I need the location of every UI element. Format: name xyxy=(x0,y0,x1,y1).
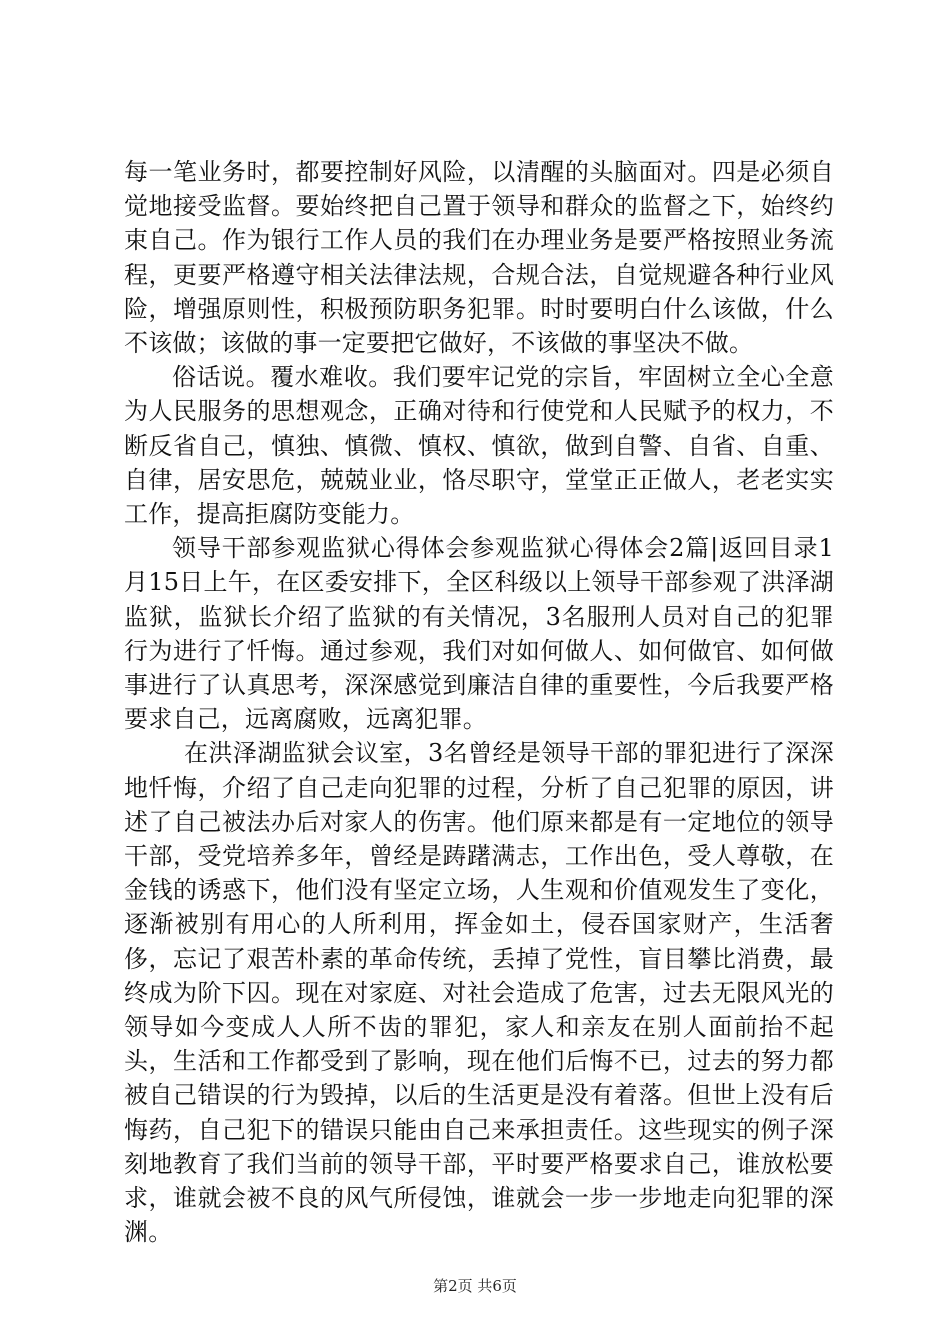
page-number-footer: 第2页 共6页 xyxy=(433,1277,517,1295)
paragraph-prison-visit: 领导干部参观监狱心得体会参观监狱心得体会2篇|返回目录1月15日上午，在区委安排下，全区科级以上领导干部参观了洪泽湖监狱，监狱长介绍了监狱的有关情况，3名服刑人员对自己的犯罪行为进行了忏悔。通过参观，我们对如何做人、如何做官、如何做事进行了认真思考，深深感觉到廉洁自律的重要性，今后我要严格要求自己，远离腐败，远离犯罪。 xyxy=(124,534,834,734)
paragraph-confession: 在洪泽湖监狱会议室，3名曾经是领导干部的罪犯进行了深深地忏悔，介绍了自己走向犯罪的过程，分析了自己犯罪的原因，讲述了自己被法办后对家人的伤害。他们原来都是有一定地位的领导干部，受党培养多年，曾经是踌躇满志，工作出色，受人尊敬，在金钱的诱惑下，他们没有坚定立场，人生观和价值观发生了变化，逐渐被别有用心的人所利用，挥金如土，侵吞国家财产，生活奢侈，忘记了艰苦朴素的革命传统，丢掉了党性，盲目攀比消费，最终成为阶下囚。现在对家庭、对社会造成了危害，过去无限风光的领导如今变成人人所不齿的罪犯，家人和亲友在别人面前抬不起头，生活和工作都受到了影响，现在他们后悔不已，过去的努力都被自己错误的行为毁掉，以后的生活更是没有着落。但世上没有后悔药，自己犯下的错误只能由自己来承担责任。这些现实的例子深刻地教育了我们当前的领导干部，平时要严格要求自己，谁放松要求，谁就会被不良的风气所侵蚀，谁就会一步一步地走向犯罪的深渊。 xyxy=(124,739,834,1247)
paragraph-continuation: 每一笔业务时，都要控制好风险，以清醒的头脑面对。四是必须自觉地接受监督。要始终把自己置于领导和群众的监督之下，始终约束自己。作为银行工作人员的我们在办理业务是要严格按照业务流程，更要严格遵守相关法律法规，合规合法，自觉规避各种行业风险，增强原则性，积极预防职务犯罪。时时要明白什么该做，什么不该做；该做的事一定要把它做好，不该做的事坚决不做。 xyxy=(124,158,834,358)
document-body xyxy=(124,155,834,1250)
paragraph-proverb: 俗话说。覆水难收。我们要牢记党的宗旨，牢固树立全心全意为人民服务的思想观念，正确对待和行使党和人民赋予的权力，不断反省自己，慎独、慎微、慎权、慎欲，做到自警、自省、自重、自律，居安思危，兢兢业业，恪尽职守，堂堂正正做人，老老实实工作，提高拒腐防变能力。 xyxy=(124,363,834,529)
